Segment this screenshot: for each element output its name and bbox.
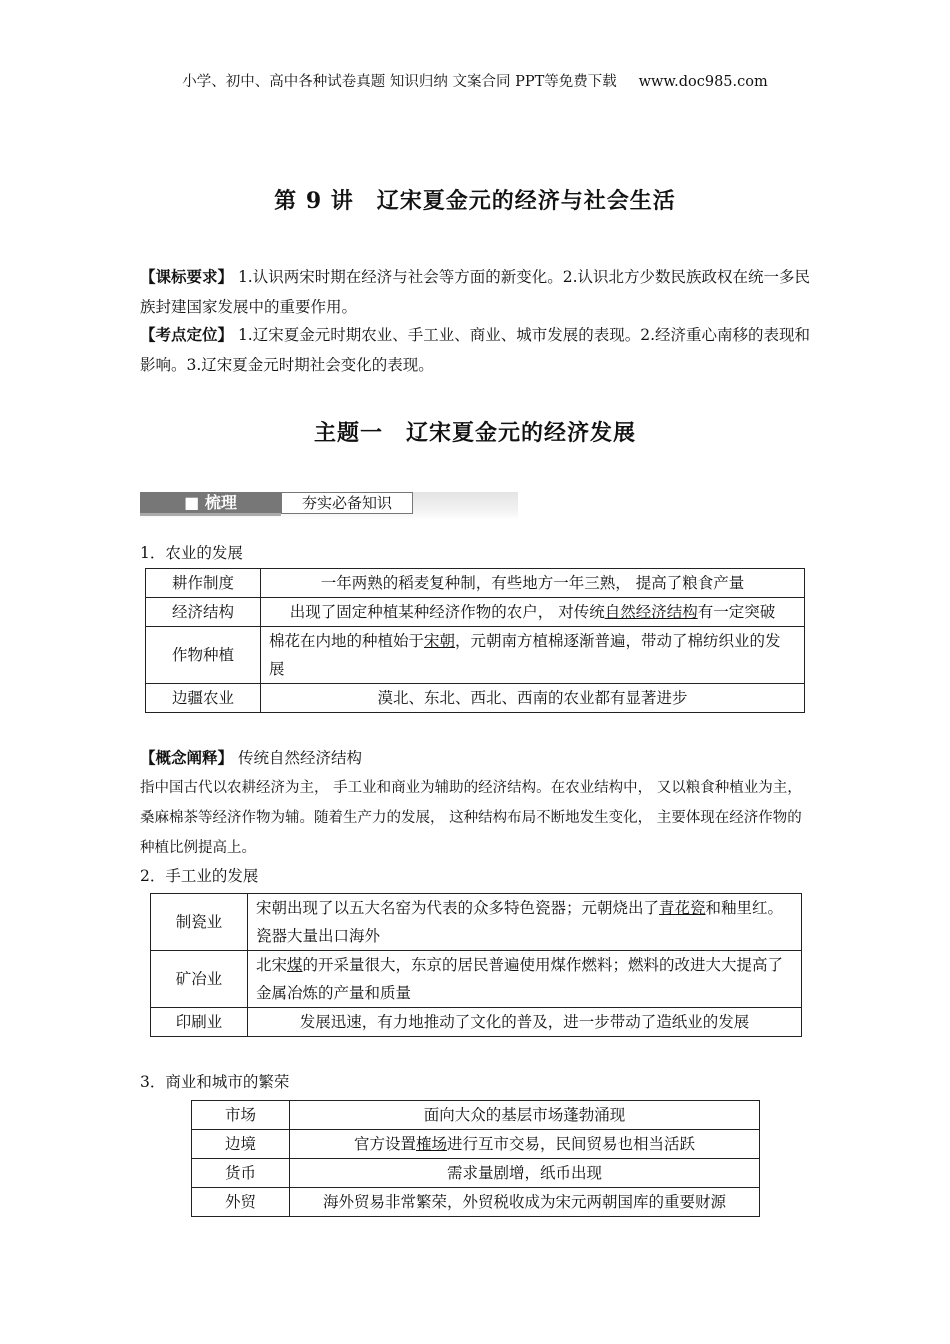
row-value — [248, 894, 802, 951]
text-segment: 棉花在内地的种植始于 — [269, 632, 425, 650]
row-key: 经济结构 — [146, 598, 261, 627]
page-header — [0, 70, 950, 91]
text-segment: ，元朝南方植棉逐渐普遍，带动了棉纺织业的发展 — [269, 632, 781, 678]
section-heading: 3．商业和城市的繁荣 — [140, 1073, 290, 1091]
concept-text: 指中国古代以农耕经济为主， 手工业和商业为辅助的经济结构。在农业结构中， 又以粮食种植业为主， 桑麻棉茶等经济作物为辅。随着生产力的发展， 这种结构布局不断地发生变化， 主要体现在经济作物的种植比例提高上。 — [140, 780, 802, 856]
table-row — [146, 627, 805, 684]
text-segment: 发展迅速，有力地推动了文化的普及，进一步带动了造纸业的发展 — [299, 1013, 750, 1031]
row-value — [261, 627, 805, 684]
table-row — [146, 569, 805, 598]
row-value — [290, 1159, 760, 1188]
text-segment: 需求量剧增，纸币出现 — [446, 1164, 602, 1182]
text-segment: 和釉里红。瓷器大量出口海外 — [256, 899, 784, 945]
banner-dark: ■ 梳理 — [140, 492, 281, 516]
text-segment: 面向大众的基层市场蓬勃涌现 — [423, 1106, 626, 1124]
table-row — [192, 1188, 760, 1217]
row-key: 作物种植 — [146, 627, 261, 684]
row-value — [290, 1188, 760, 1217]
text-segment: 海外贸易非常繁荣，外贸税收成为宋元两朝国库的重要财源 — [322, 1193, 726, 1211]
text-segment: 宋朝出现了以五大名窑为代表的众多特色瓷器；元朝烧出了 — [256, 899, 660, 917]
lecture-title: 第 9 讲 辽宋夏金元的经济与社会生活 — [274, 188, 676, 214]
positioning-label: 【考点定位】 — [140, 326, 234, 344]
positioning — [140, 320, 812, 380]
row-value — [261, 569, 805, 598]
text-segment: 北宋 — [256, 956, 288, 974]
row-key: 货币 — [192, 1159, 290, 1188]
underlined-term: 自然经济结构 — [604, 603, 698, 621]
table-row — [151, 1008, 802, 1037]
text-segment: 有一定突破 — [697, 603, 776, 621]
row-key: 边疆农业 — [146, 684, 261, 713]
text-segment: 的开采量很大，东京的居民普遍使用煤作燃料；燃料的改进大大提高了金属冶炼的产量和质量 — [256, 956, 784, 1002]
row-key: 印刷业 — [151, 1008, 248, 1037]
row-value — [290, 1101, 760, 1130]
concept-label: 【概念阐释】 — [140, 749, 234, 767]
requirements-text: 1.认识两宋时期在经济与社会等方面的新变化。2.认识北方少数民族政权在统一多民族封建国家发展中的重要作用。 — [140, 268, 811, 316]
requirements-label: 【课标要求】 — [140, 268, 234, 286]
table-row — [192, 1159, 760, 1188]
banner-light: 夯实必备知识 — [281, 492, 413, 514]
agriculture-table — [145, 568, 805, 713]
text-segment: 出现了固定种植某种经济作物的农户， 对传统 — [289, 603, 605, 621]
row-key: 外贸 — [192, 1188, 290, 1217]
section-title: 主题一 辽宋夏金元的经济发展 — [313, 420, 636, 446]
header-text: 小学、初中、高中各种试卷真题 知识归纳 文案合同 PPT等免费下载 — [182, 74, 617, 90]
concept — [140, 744, 812, 863]
underlined-term: 宋朝 — [424, 632, 456, 650]
text-segment: 进行互市交易，民间贸易也相当活跃 — [447, 1135, 696, 1153]
table-row — [146, 598, 805, 627]
row-key: 矿冶业 — [151, 951, 248, 1008]
table-row — [192, 1101, 760, 1130]
section-heading: 2．手工业的发展 — [140, 867, 259, 885]
underlined-term: 煤 — [287, 956, 303, 974]
concept-term: 传统自然经济结构 — [233, 749, 362, 767]
row-key: 耕作制度 — [146, 569, 261, 598]
row-value — [261, 598, 805, 627]
row-key: 边境 — [192, 1130, 290, 1159]
table-row — [151, 894, 802, 951]
table-row — [146, 684, 805, 713]
row-value — [261, 684, 805, 713]
section-heading: 1．农业的发展 — [140, 544, 243, 562]
positioning-text: 1.辽宋夏金元时期农业、手工业、商业、城市发展的表现。2.经济重心南移的表现和影响。3.辽宋夏金元时期社会变化的表现。 — [140, 326, 811, 374]
underlined-term: 榷场 — [415, 1135, 447, 1153]
requirements — [140, 262, 812, 322]
table-row — [151, 951, 802, 1008]
commerce-table — [191, 1100, 760, 1217]
row-value — [290, 1130, 760, 1159]
banner — [140, 490, 518, 520]
table-row — [192, 1130, 760, 1159]
header-link[interactable]: www.doc985.com — [638, 74, 768, 90]
handicraft-table — [150, 893, 802, 1037]
row-key: 市场 — [192, 1101, 290, 1130]
underlined-term: 青花瓷 — [659, 899, 706, 917]
row-value — [248, 951, 802, 1008]
text-segment: 一年两熟的稻麦复种制，有些地方一年三熟， 提高了粮食产量 — [320, 574, 745, 592]
row-key: 制瓷业 — [151, 894, 248, 951]
row-value — [248, 1008, 802, 1037]
text-segment: 官方设置 — [353, 1135, 416, 1153]
text-segment: 漠北、东北、西北、西南的农业都有显著进步 — [377, 689, 688, 707]
